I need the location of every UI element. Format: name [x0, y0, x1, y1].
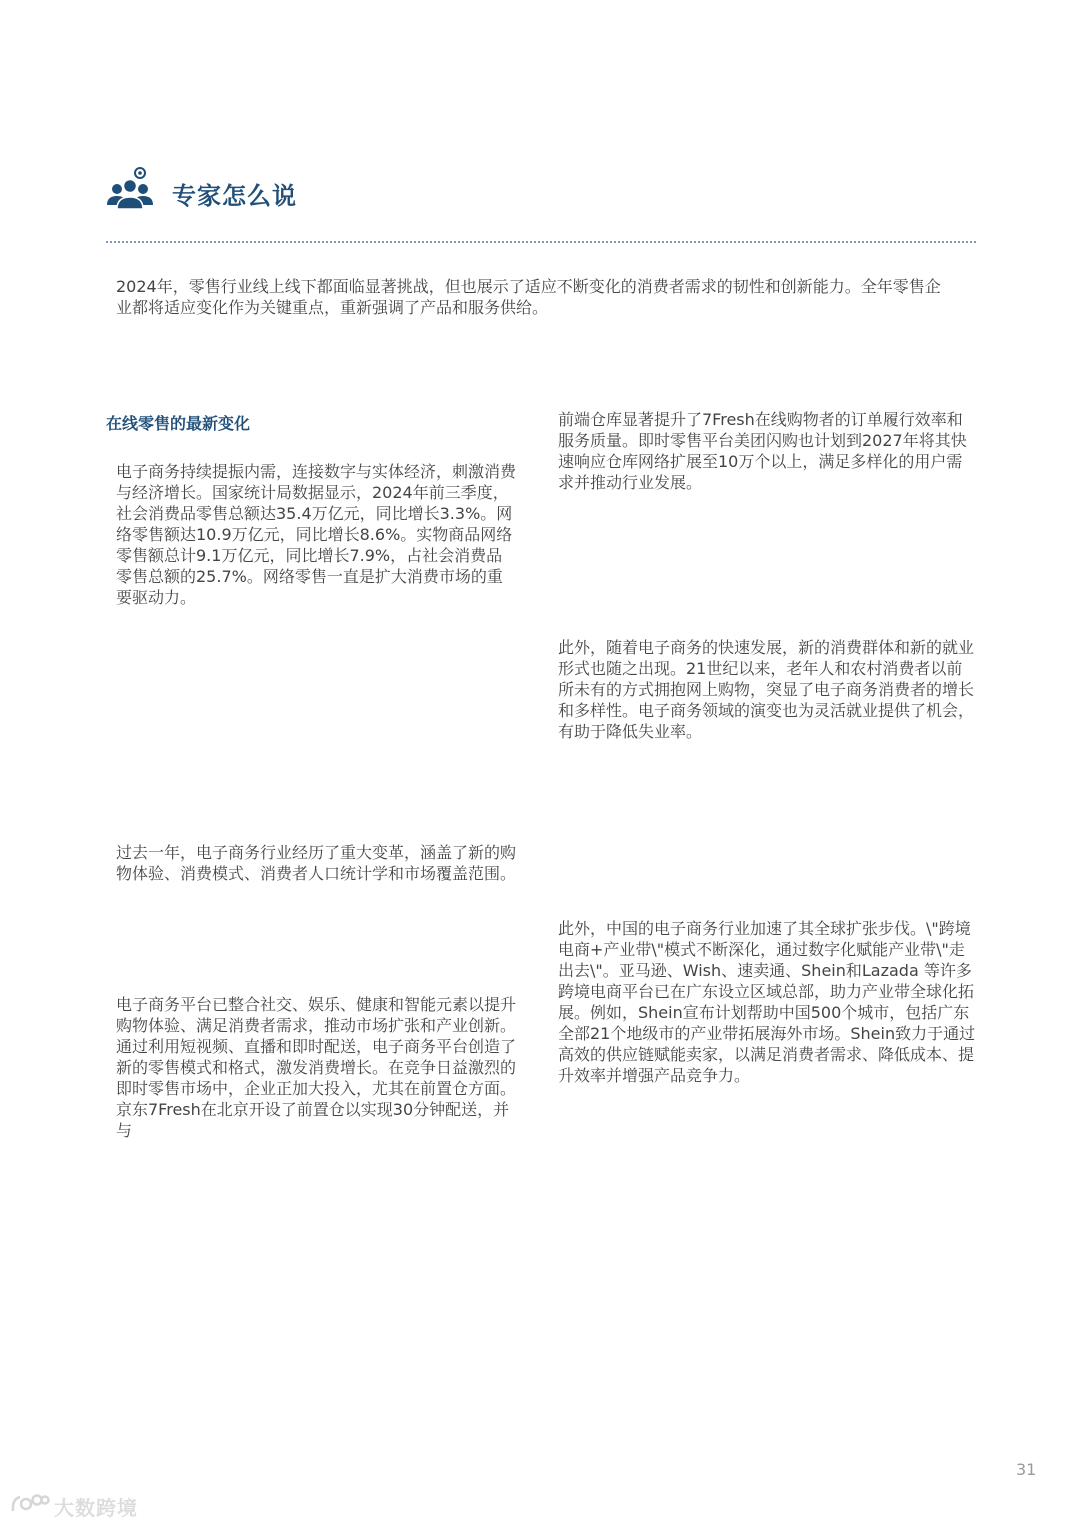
intro-paragraph: 2024年，零售行业线上线下都面临显著挑战，但也展示了适应不断变化的消费者需求的韧性和创新能力。全年零售企业都将适应变化作为关键重点，重新强调了产品和服务供给。	[116, 277, 941, 317]
section-heading: 在线零售的最新变化	[106, 414, 251, 433]
left-paragraph-3: 电子商务平台已整合社交、娱乐、健康和智能元素以提升购物体验、满足消费者需求，推动市场扩张和产业创新。通过利用短视频、直播和即时配送，电子商务平台创造了新的零售模式和格式，激发消费增长。在竞争日益激烈的即时零售市场中，企业正加大投入，尤其在前置仓方面。京东7Fresh在北京开设了前置仓以实现30分钟配送，并与	[116, 995, 517, 1140]
watermark-text: 大数跨境	[54, 1495, 138, 1520]
right-paragraph-2: 此外，随着电子商务的快速发展，新的消费群体和新的就业形式也随之出现。21世纪以来，老年人和农村消费者以前所未有的方式拥抱网上购物，突显了电子商务消费者的增长和多样性。电子商务领域的演变也为灵活就业提供了机会，有助于降低失业率。	[558, 638, 975, 741]
dotted-divider	[106, 241, 976, 243]
left-paragraph-1: 电子商务持续提振内需，连接数字与实体经济，刺激消费与经济增长。国家统计局数据显示，2024年前三季度，社会消费品零售总额达35.4万亿元，同比增长3.3%。网络零售额达10.9万亿元，同比增长8.6%。实物商品网络零售额总计9.1万亿元，同比增长7.9%，占社会消费品零售总额的25.7%。网络零售一直是扩大消费市场的重要驱动力。	[116, 462, 517, 607]
watermark	[10, 1492, 138, 1520]
right-paragraph-1: 前端仓库显著提升了7Fresh在线购物者的订单履行效率和服务质量。即时零售平台美团闪购也计划到2027年将其快速响应仓库网络扩展至10万个以上，满足多样化的用户需求并推动行业发展。	[558, 410, 967, 492]
right-paragraph-3: 此外，中国的电子商务行业加速了其全球扩张步伐。\"跨境电商+产业带\"模式不断深化，通过数字化赋能产业带\"走出去\"。亚马逊、Wish、速卖通、Shein和Lazada 等许多跨境电商平台已在广东设立区域总部，助力产业带全球化拓展。例如，Shein宣布计划帮助中国500个城市，包括广东全部21个地级市的产业带拓展海外市场。Shein致力于通过高效的供应链赋能卖家，以满足消费者需求、降低成本、提升效率并增强产品竞争力。	[558, 919, 976, 1085]
left-paragraph-2: 过去一年，电子商务行业经历了重大变革，涵盖了新的购物体验、消费模式、消费者人口统计学和市场覆盖范围。	[116, 843, 517, 883]
people-group-icon	[104, 167, 156, 213]
brand-logo-icon	[10, 1491, 50, 1521]
page-number: 31	[1016, 1460, 1037, 1479]
page-title: 专家怎么说	[172, 182, 297, 210]
